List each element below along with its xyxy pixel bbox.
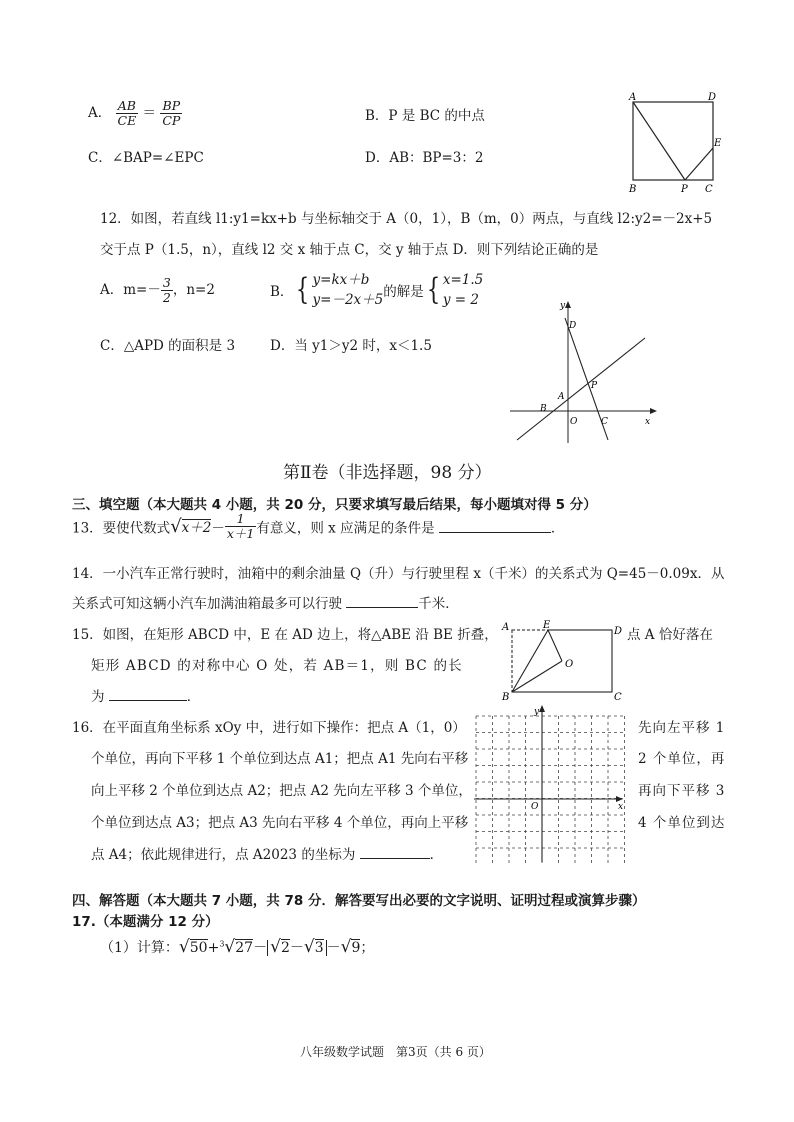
sqrt-expression: √x＋2 — [170, 516, 212, 537]
q12-option-d: D．当 y1＞y2 时，x＜1.5 — [270, 338, 432, 354]
q13: 13．要使代数式√x＋2－ $\frac{1}{x+1}$ 有意义，则 x 应满足的条件是 ． — [72, 511, 565, 541]
label-P: P — [681, 184, 688, 195]
q15-answer-blank[interactable] — [109, 688, 187, 701]
q16-line-2: 个单位，再向下平移 1 个单位到达点 A1；把点 A1 先向右平移 — [91, 751, 469, 767]
label-C: C — [705, 184, 713, 195]
q16-line-4: 个单位到达点 A3；把点 A3 先向右平移 4 个单位，再向上平移 — [91, 815, 469, 831]
section-4-title: 四、解答题（本大题共 7 小题，共 78 分．解答要写出必要的文字说明、证明过程或演算步骤） — [72, 893, 646, 909]
label-C: C — [601, 417, 608, 427]
axis-label-x: x — [618, 802, 624, 812]
absolute-value: √2－√3 — [267, 940, 327, 956]
q11-option-b: B．P 是 BC 的中点 — [365, 108, 485, 124]
sqrt-50: √50 — [178, 937, 208, 957]
q13-fraction: $\frac{1}{x+1}$ — [226, 511, 255, 541]
label-B: B — [540, 404, 547, 414]
q12-option-c: C．△APD 的面积是 3 — [100, 338, 236, 354]
q11-option-d: D．AB：BP=3：2 — [365, 150, 484, 166]
label-C: C — [614, 692, 622, 703]
label-D: D — [614, 626, 623, 637]
q15-line-2: 矩形 ABCD 的对称中心 O 处，若 AB＝1，则 BC 的长 — [91, 658, 463, 674]
q16-line-3: 向上平移 2 个单位到达点 A2；把点 A2 先向左平移 3 个单位， — [91, 783, 472, 799]
label-P: P — [591, 381, 598, 391]
q12-solution: x=1.5 y = 2 — [442, 272, 484, 308]
part-2-title: 第Ⅱ卷（非选择题，98 分） — [283, 463, 492, 483]
q11-fraction-2: $\frac{BP}{CP}$ — [162, 98, 181, 128]
q15-line-1: 15．如图，在矩形 ABCD 中，E 在 AD 边上，将△ABE 沿 BE 折叠， — [72, 627, 498, 643]
q16-answer-blank[interactable] — [360, 846, 430, 859]
q14-line-1: 14．一小汽车正常行驶时，油箱中的剩余油量 Q（升）与行驶里程 x（千米）的关系式为 Q=45－0.09x．从 — [72, 566, 725, 582]
axis-label-y: y — [560, 301, 566, 311]
label-O: O — [565, 659, 574, 670]
label-A: A — [629, 92, 637, 103]
q12-fraction: $\frac{3}{2}$ — [162, 275, 171, 305]
q13-answer-blank[interactable] — [439, 520, 551, 533]
q16-line-1: 16．在平面直角坐标系 xOy 中，进行如下操作：把点 A（1，0） — [72, 720, 466, 736]
q11-option-a: A． $\frac{AB}{CE}$ ＝ $\frac{BP}{CP}$ — [88, 98, 181, 128]
q14-line-2: 关系式可知这辆小汽车加满油箱最多可以行驶 千米． — [72, 596, 459, 612]
label-B: B — [629, 184, 637, 195]
axis-label-y: y — [534, 707, 540, 717]
q16-figure — [470, 702, 630, 864]
q16-line-5: 点 A4；依此规律进行，点 A2023 的坐标为 ． — [91, 847, 444, 863]
q11-fraction-1: $\frac{AB}{CE}$ — [117, 98, 137, 128]
sqrt-9: √9 — [340, 937, 361, 957]
q12-option-b: B．{ y=kx＋b y=－2x＋5 的解是{ x=1.5 y = 2 — [270, 272, 484, 308]
label-E: E — [543, 620, 551, 631]
q12-line-1: 12．如图，若直线 l1:y1=kx+b 与坐标轴交于 A（0，1），B（m，0）两点，与直线 l2:y2=－2x+5 — [100, 211, 713, 227]
label-A: A — [558, 392, 565, 402]
q16-line-4-right: 4 个单位到达 — [638, 815, 726, 831]
q15-figure — [498, 618, 628, 704]
axis-label-x: x — [645, 417, 651, 427]
q15-line-3: 为 ． — [91, 689, 201, 705]
label-O: O — [531, 802, 539, 812]
section-3-title: 三、填空题（本大题共 4 小题，共 20 分，只要求填写最后结果，每小题填对得 5 分） — [72, 497, 597, 513]
label-E: E — [714, 138, 722, 149]
label-A: A — [502, 622, 510, 633]
q11-option-c: C．∠BAP=∠EPC — [88, 150, 204, 166]
label-B: B — [502, 692, 510, 703]
q11-figure — [625, 90, 725, 195]
q12-equation-system: y=kx＋b y=－2x＋5 — [312, 272, 384, 308]
q14-answer-blank[interactable] — [346, 595, 418, 608]
q12-figure — [505, 298, 665, 446]
q16-line-3-right: 再向下平移 3 — [638, 783, 726, 799]
page-footer: 八年级数学试题 第3页（共 6 页） — [300, 1045, 491, 1059]
cube-root-27: $^3$√27 — [219, 937, 254, 957]
q17-title: 17.（本题满分 12 分） — [72, 914, 219, 930]
label-D: D — [708, 92, 717, 103]
q12-option-a: A．m=－ $\frac{3}{2}$ ，n=2 — [100, 275, 215, 305]
q17-part-1: （1）计算：√50+$^3$√27－ √2－√3 －√9； — [100, 937, 375, 957]
label-O: O — [570, 417, 578, 427]
q15-line-1-right: 点 A 恰好落在 — [627, 627, 713, 643]
q16-line-2-right: 2 个单位，再 — [638, 751, 726, 767]
label-D: D — [569, 321, 577, 331]
q16-line-1-right: 先向左平移 1 — [638, 720, 726, 736]
q12-line-2: 交于点 P（1.5，n），直线 l2 交 x 轴于点 C，交 y 轴于点 D．则下列结论正确的是 — [100, 242, 599, 258]
